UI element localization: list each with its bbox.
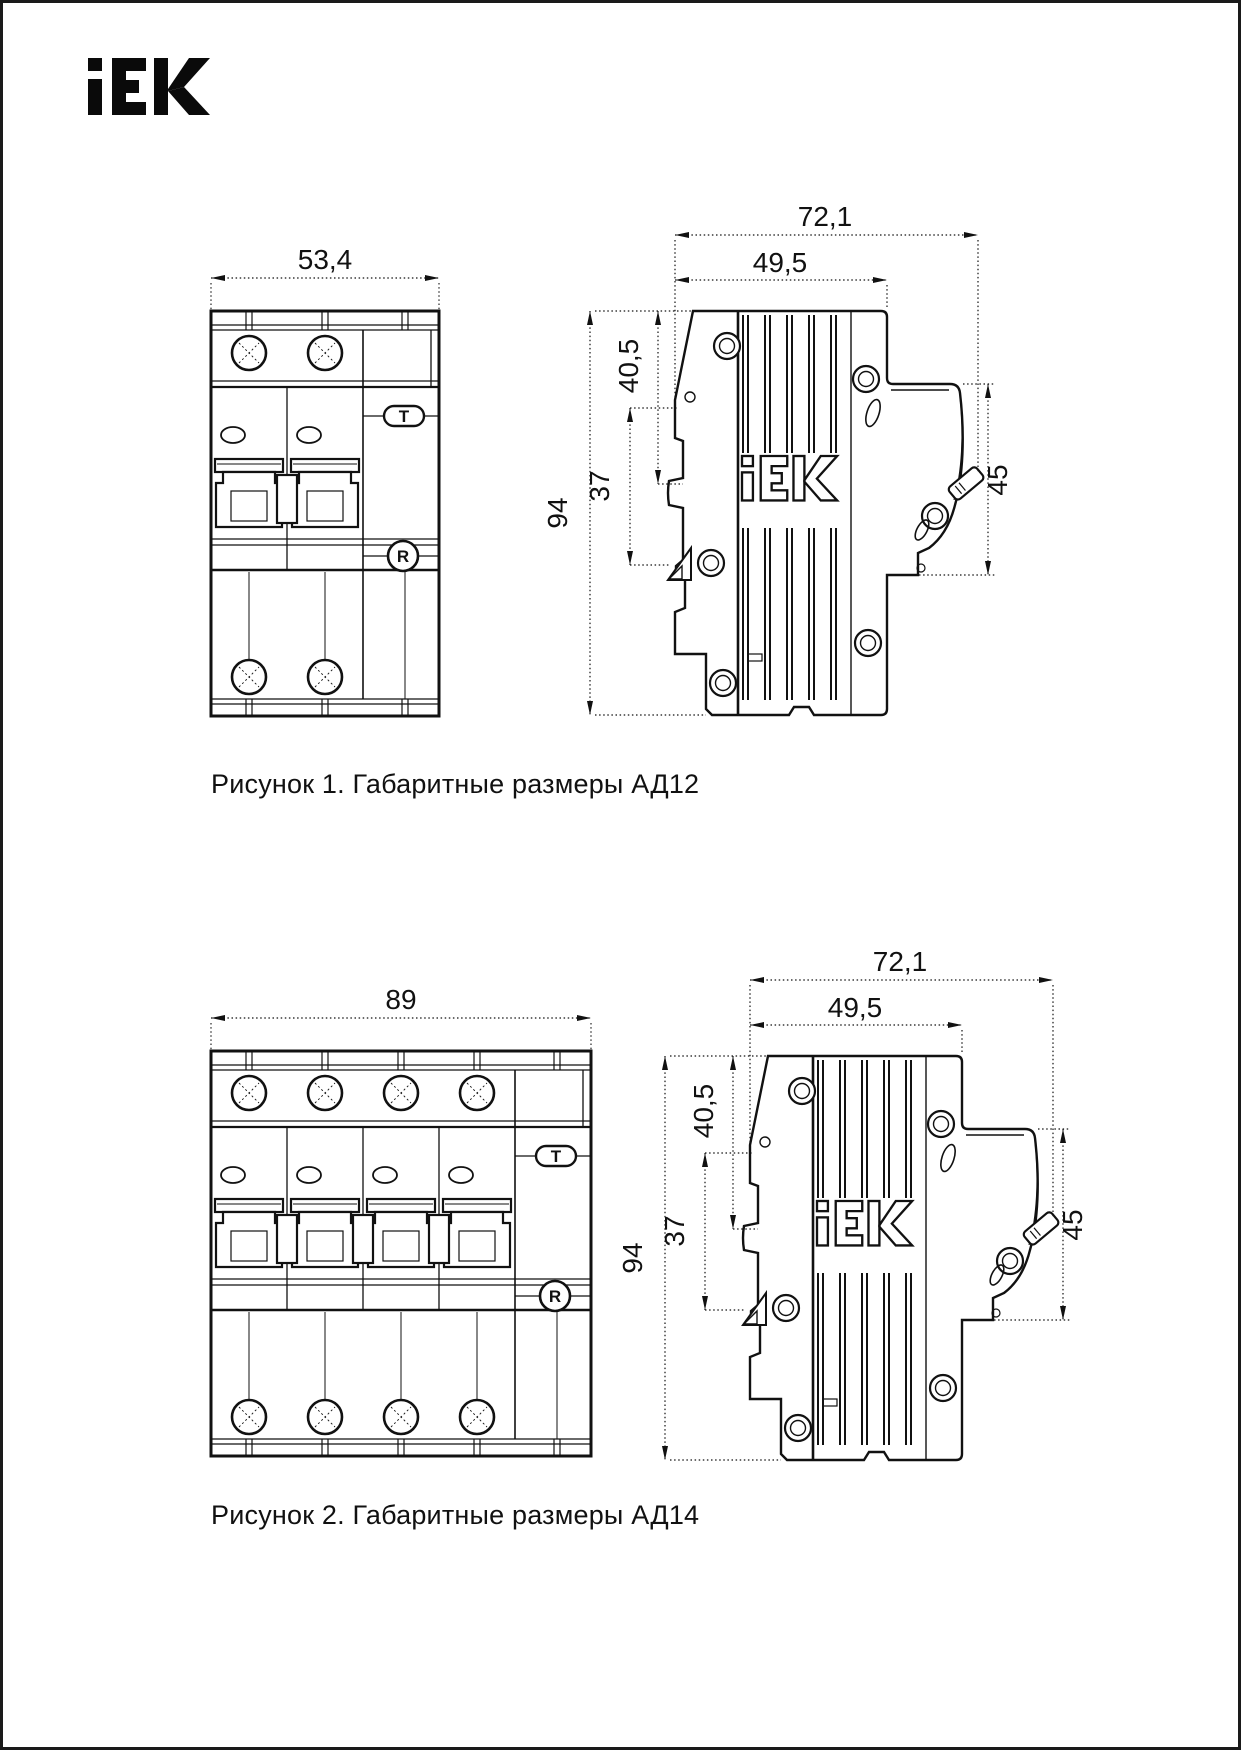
toggle-tie-bar [429, 1215, 449, 1263]
dim-height-total: 94 [542, 497, 573, 529]
toggle-switch [291, 1199, 359, 1267]
toggle-switch [367, 1199, 435, 1267]
side-view-ad14 [608, 933, 1088, 1478]
toggle-switch [215, 459, 283, 527]
dim-top-to-latch: 40,5 [613, 338, 644, 394]
reset-button-label: R [548, 1287, 562, 1306]
iek-logo [88, 58, 210, 115]
dimension-width-ad12 [211, 244, 439, 311]
dim-front-height: 45 [1057, 1209, 1088, 1241]
figure-1-caption: Рисунок 1. Габаритные размеры АД12 [211, 769, 700, 799]
toggle-tie-bar [277, 1215, 297, 1263]
toggle-tie-bar [353, 1215, 373, 1263]
front-view-ad14 [202, 973, 600, 1473]
side-view-ad12 [533, 188, 1013, 733]
front-view-ad12 [202, 233, 448, 733]
figure-2-caption: Рисунок 2. Габаритные размеры АД14 [211, 1500, 700, 1530]
dim-depth-total: 72,1 [797, 201, 853, 232]
dimension-width-ad14 [211, 984, 591, 1051]
breaker-body-front [211, 311, 439, 716]
toggle-switch [215, 1199, 283, 1267]
dim-depth-body: 49,5 [827, 992, 883, 1023]
toggle-tie-bar [277, 475, 297, 523]
dim-depth-body: 49,5 [752, 247, 808, 278]
toggle-switch [291, 459, 359, 527]
iek-logo-glyphs [88, 58, 210, 115]
dim-latch-span: 37 [584, 470, 615, 502]
dim-height-total: 94 [617, 1242, 648, 1274]
side-body-outline [668, 311, 963, 715]
toggle-switch [443, 1199, 511, 1267]
dim-front-height: 45 [982, 464, 1013, 496]
dim-latch-span: 37 [659, 1215, 690, 1247]
test-button-label: T [550, 1147, 562, 1166]
dim-depth-total: 72,1 [872, 946, 928, 977]
breaker-body-front [211, 1051, 591, 1456]
reset-button-label: R [396, 547, 410, 566]
dimension-label: 89 [385, 984, 417, 1015]
side-body-outline [743, 1056, 1038, 1460]
dim-top-to-latch: 40,5 [688, 1083, 719, 1139]
test-button-label: T [398, 407, 410, 426]
dimension-label: 53,4 [297, 244, 353, 275]
